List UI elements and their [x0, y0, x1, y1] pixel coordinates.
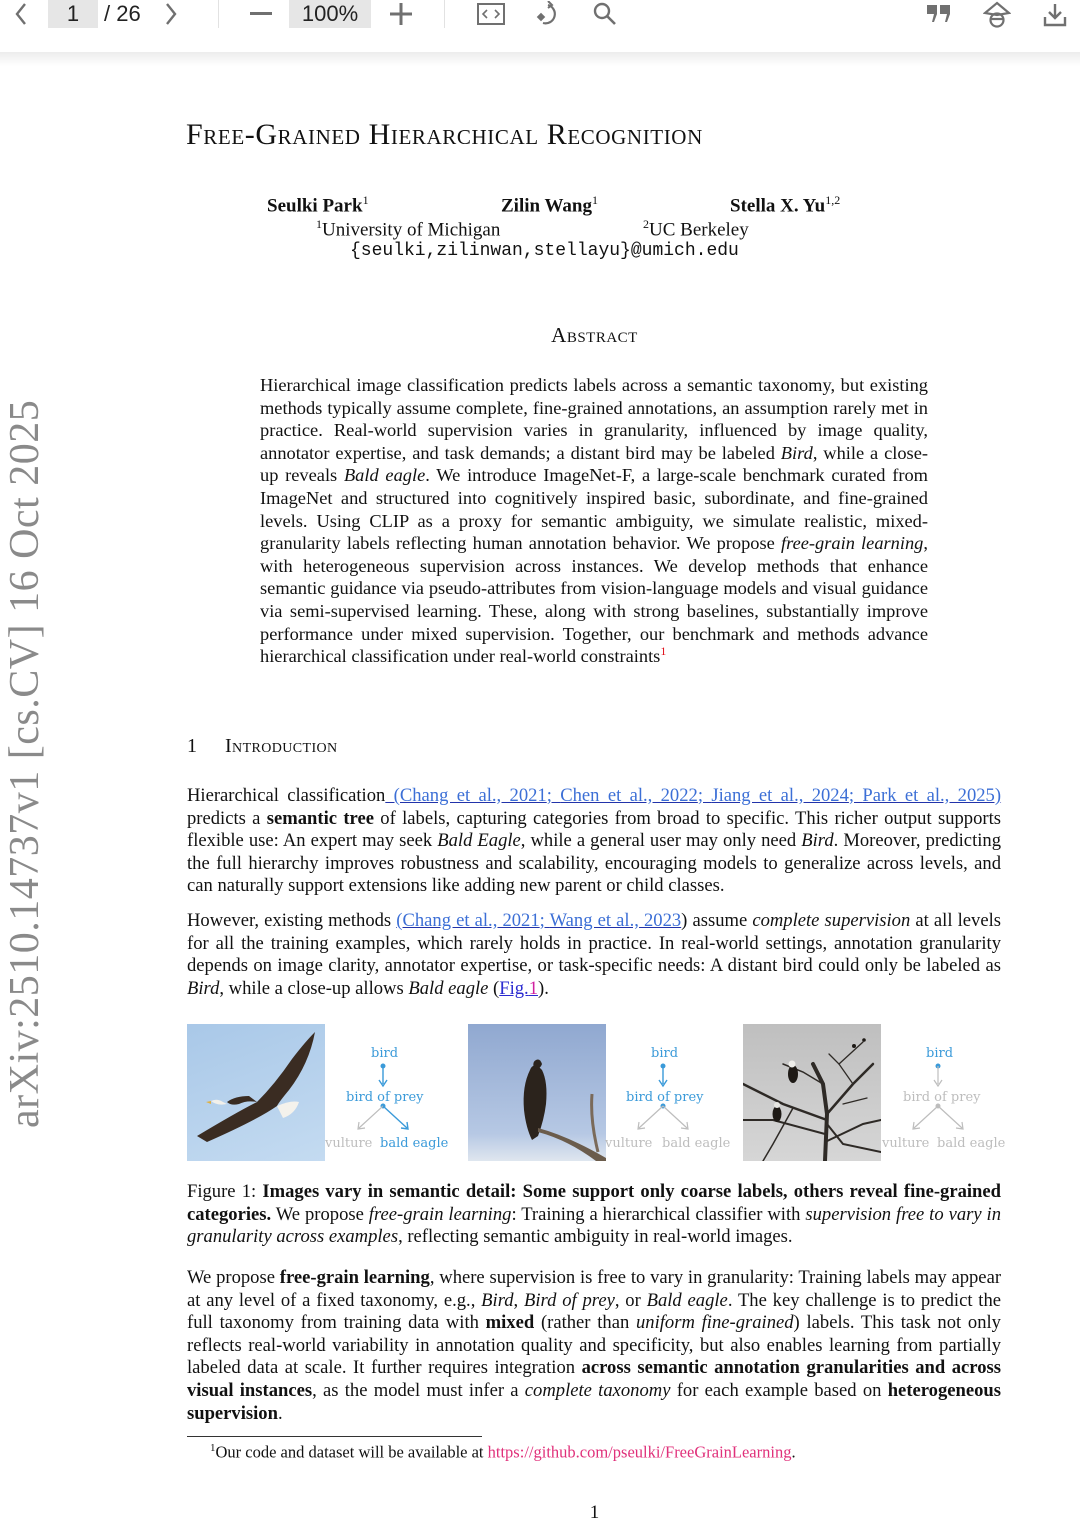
- section-heading-introduction: 1 Introduction: [187, 735, 338, 757]
- search-icon: [593, 2, 617, 26]
- rotate-icon: [536, 1, 562, 29]
- rotate-button[interactable]: [532, 0, 566, 30]
- cite-quote-icon: [926, 4, 952, 24]
- zoom-out-icon: [250, 12, 272, 16]
- author: Stella X. Yu$^{1,2}$: [730, 193, 841, 217]
- zoom-in-icon: [390, 3, 412, 25]
- toolbar-divider: [218, 0, 219, 28]
- zoom-level-input[interactable]: 100%: [289, 0, 371, 28]
- page-number-input[interactable]: 1: [48, 0, 98, 28]
- next-page-button[interactable]: [156, 0, 186, 28]
- tree-node-mid: bird of prey: [626, 1090, 704, 1105]
- zoom-in-button[interactable]: [384, 0, 418, 28]
- affiliation: $^1$University of Michigan: [316, 217, 501, 241]
- abstract-heading: Abstract: [551, 323, 638, 347]
- arxiv-identifier-stamp: arXiv:2510.14737v1 [cs.CV] 16 Oct 2025: [2, 399, 48, 1128]
- author-emails: {seulki,zilinwan,stellayu}@umich.edu: [350, 241, 739, 261]
- tree-node-root: bird: [651, 1046, 679, 1061]
- page-number: 1: [589, 1502, 600, 1523]
- tree-node-right: bald eagle: [380, 1136, 449, 1151]
- cite-button[interactable]: [922, 0, 956, 28]
- figure-reference-link[interactable]: Fig.1: [499, 977, 538, 999]
- tree-node-left: vulture: [882, 1136, 930, 1151]
- tree-node-right: bald eagle: [662, 1136, 731, 1151]
- fit-page-button[interactable]: [474, 0, 508, 28]
- tree-node-mid: bird of prey: [903, 1090, 981, 1105]
- scholar-icon: [983, 1, 1011, 29]
- scholar-button[interactable]: [980, 0, 1014, 30]
- search-button[interactable]: [588, 0, 622, 28]
- intro-paragraph-1: Hierarchical classification (Chang et al., 2021; Chen et al., 2022; Jiang et al., 2024; Park et al., 2025) predicts a semantic tree of labels, capturing categories from broad to specific. This richer output supports flexible use: An expert may seek Bald Eagle, while a general user may only need Bird. Moreover, predicting the full hierarchy improves robustness and scalability, encouraging models to generalize across levels, and can naturally support extensions like adding new parent or child classes.: [187, 785, 1002, 897]
- affiliation: $^2$UC Berkeley: [643, 217, 749, 241]
- figure-1-caption: Figure 1: Images vary in semantic detail: Some support only coarse labels, others reveal fine-grained categories. We propose free-grain learning: Training a hierarchical classifier with supervision free to vary in granularity across examples, reflecting semantic ambiguity in real-world images.: [187, 1181, 1001, 1248]
- tree-node-right: bald eagle: [937, 1136, 1006, 1151]
- citation-link[interactable]: Chen et al., 2022: [560, 785, 698, 806]
- intro-paragraph-3: We propose free-grain learning, where supervision is free to vary in granularity: Training labels may appear at any level of a fixed taxonomy, e.g., Bird, Bird of prey, or Bald eagle. The key challenge is to predict the full taxonomy from training data with mixed (rather than uniform fine-grained) labels. This task not only reflects real-world variability in annotation quality and specificity, but also enables learning from partially labeled data at scale. It further requires integration across semantic annotation granularities and across visual instances, as the model must infer a complete taxonomy for each example based on heterogeneous supervision.: [187, 1267, 1002, 1424]
- tree-node-root: bird: [926, 1046, 954, 1061]
- chevron-right-icon: [164, 2, 178, 26]
- toolbar-shadow: [0, 52, 1080, 66]
- citation-link[interactable]: Jiang et al., 2024: [711, 785, 849, 806]
- author: Zilin Wang$^1$: [501, 193, 599, 217]
- footnote-link[interactable]: 1: [660, 644, 667, 658]
- perched-juvenile-eagle-photo: [468, 1024, 606, 1161]
- footnote: $^1$Our code and dataset will be available at https://github.com/pseulki/FreeGrainLearning.: [210, 1442, 796, 1462]
- figure-1: [187, 1024, 1017, 1164]
- intro-paragraph-2: However, existing methods (Chang et al., 2021; Wang et al., 2023) assume complete supervision at all levels for all the training examples, which rarely holds in practice. In real-world settings, annotation granularity depends on image clarity, annotator expertise, or task-specific needs: A distant bird could only be labeled as Bird, while a close-up allows Bald eagle (Fig.1).: [187, 910, 1001, 999]
- tree-node-root: bird: [371, 1046, 399, 1061]
- citation-link[interactable]: (Chang et al., 2021: [396, 910, 540, 931]
- citation-link[interactable]: Wang et al., 2023: [549, 910, 682, 931]
- paper-title: Free-Grained Hierarchical Recognition: [186, 118, 703, 151]
- fit-page-icon: [477, 3, 505, 25]
- pdf-viewer-toolbar: [0, 0, 1080, 52]
- page-total: / 26: [104, 1, 141, 26]
- github-link[interactable]: https://github.com/pseulki/FreeGrainLearning: [487, 1442, 792, 1462]
- toolbar-divider: [444, 0, 445, 28]
- taxonomy-tree-panel-3: [882, 1042, 1012, 1160]
- tree-node-left: vulture: [325, 1136, 373, 1151]
- tree-node-mid: bird of prey: [346, 1090, 424, 1105]
- prev-page-button[interactable]: [6, 0, 36, 28]
- distant-eagles-in-tree-photo: [743, 1024, 881, 1161]
- tree-node-left: vulture: [605, 1136, 653, 1151]
- zoom-out-button[interactable]: [244, 0, 278, 28]
- soaring-bald-eagle-photo: [187, 1024, 325, 1161]
- citation-link[interactable]: (Chang et al., 2021: [385, 785, 547, 806]
- taxonomy-tree-panel-1: [327, 1042, 457, 1160]
- footnote-divider: [187, 1436, 482, 1437]
- download-icon: [1043, 2, 1067, 28]
- taxonomy-tree-panel-2: [607, 1042, 737, 1160]
- download-button[interactable]: [1038, 0, 1072, 30]
- author: Seulki Park$^1$: [267, 193, 369, 217]
- abstract-text: Hierarchical image classification predicts labels across a semantic taxonomy, but existing methods typically assume complete, fine-grained annotations, an assumption rarely met in practice. Real-world supervision varies in granularity, influenced by image quality, annotator expertise, and task demands; a distant bird may be labeled Bird, while a close-up reveals Bald eagle. We introduce ImageNet-F, a large-scale benchmark curated from ImageNet and structured into cognitively inspired basic, subordinate, and fine-grained levels. Using CLIP as a proxy for semantic ambiguity, we simulate realistic, mixed-granularity labels reflecting human annotation behavior. We propose free-grain learning, with heterogeneous supervision across instances. We develop methods that enhance semantic guidance via pseudo-attributes from vision-language models and visual guidance via semi-supervised learning. These, along with strong baselines, substantially improve performance under mixed supervision. Together, our benchmark and methods advance hierarchical classification under real-world constraints$^1$: [260, 375, 929, 667]
- chevron-left-icon: [14, 2, 28, 26]
- citation-link[interactable]: Park et al., 2025): [862, 785, 1002, 806]
